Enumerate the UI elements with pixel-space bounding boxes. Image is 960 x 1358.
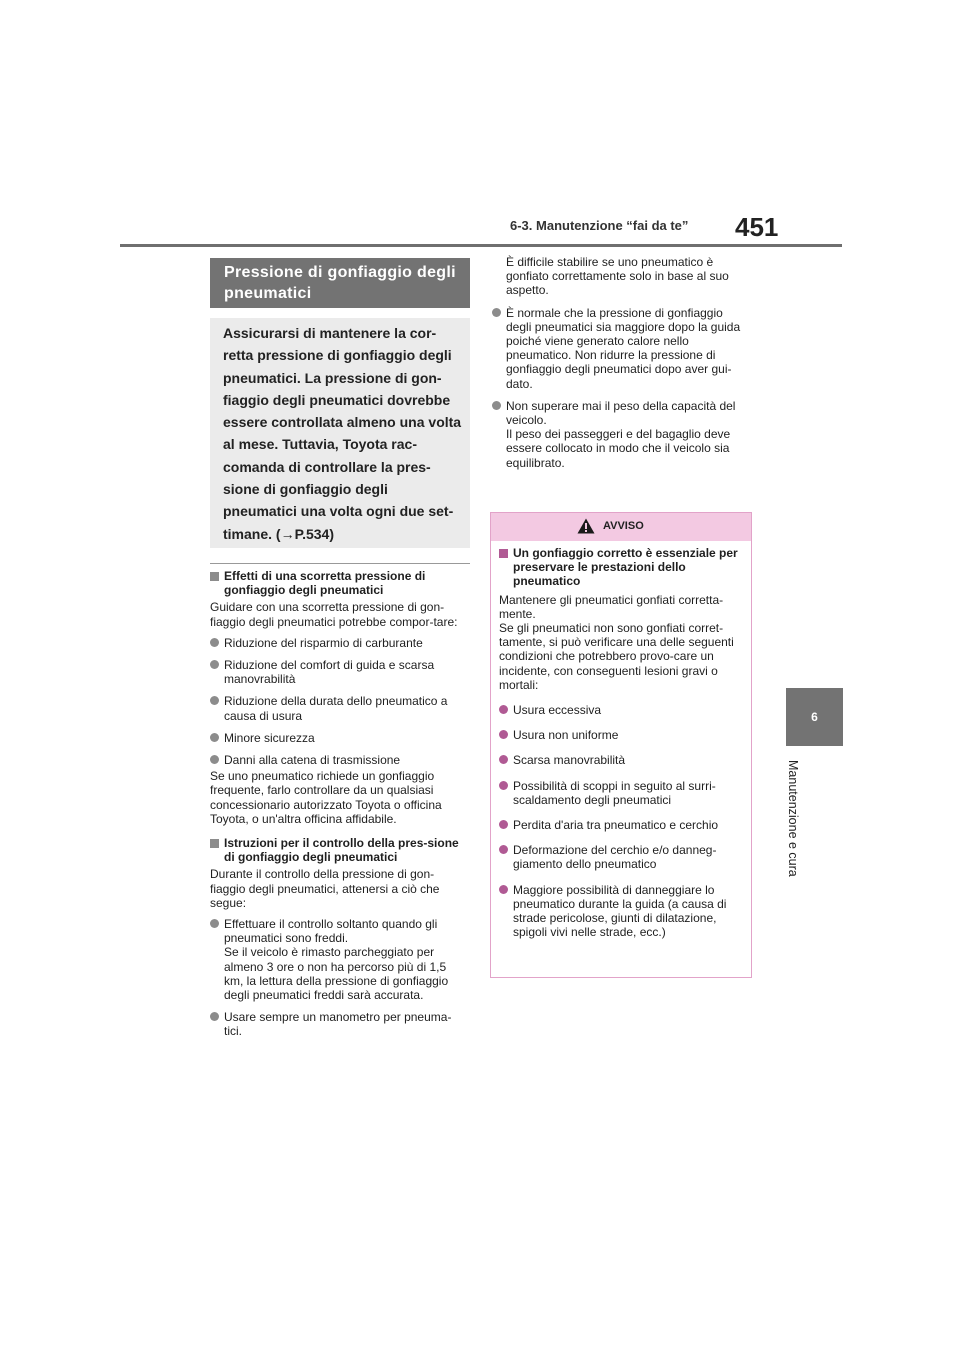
bullet-icon [210,733,219,742]
page-number: 451 [735,212,779,242]
list-item: Deformazione del cerchio e/o danneg-giamento dello pneumatico [499,843,745,871]
bullet-icon [210,660,219,669]
list-item: Usura non uniforme [499,728,745,742]
bullet-icon [492,308,501,317]
paragraph: Se uno pneumatico richiede un gonfiaggio frequente, farlo controllare da un qualsiasi concessionario autorizzato Toyota o officina Toyota, o un'altra officina affidabile. [210,769,442,826]
bullet-icon [210,638,219,647]
chapter-number: 6 [811,710,818,724]
list-item: Effettuare il controllo soltanto quando gli pneumatici sono freddi. [210,917,468,945]
list-item: Minore sicurezza [210,731,468,745]
bullet-icon [499,845,508,854]
list-item: Riduzione del risparmio di carburante [210,636,468,650]
intro-box [210,318,470,548]
square-bullet-icon [210,572,219,581]
bullet-icon [210,755,219,764]
list-item: È normale che la pressione di gonfiaggio degli pneumatici sia maggiore dopo la guida poiché viene generato calore nello pneumatico. Non ridurre la pressione di gonfiaggio degli pneumatici dopo aver gui-dato. [492,306,750,391]
subheading: Istruzioni per il controllo della pres-sione di gonfiaggio degli pneumatici [210,836,468,864]
bullet-icon [210,1012,219,1021]
list-item: Scarsa manovrabilità [499,753,745,767]
list-item-continuation: Se il veicolo è rimasto parcheggiato per almeno 3 ore o non ha percorso più di 1,5 km, la lettura della pressione di gonfiaggio degli pneumatici freddi sarà accurata. [224,945,449,1003]
list-item: Danni alla catena di trasmissione [210,753,468,767]
bullet-icon [210,919,219,928]
chapter-label-box [786,760,812,920]
section-header: 6-3. Manutenzione “fai da te” [510,218,689,233]
bullet-icon [499,730,508,739]
list-item-continuation: Il peso dei passeggeri e del bagaglio deve essere collocato in modo che il veicolo sia equilibrato. [506,427,731,470]
list-item: Non superare mai il peso della capacità del veicolo. [492,399,750,427]
bullet-icon [499,885,508,894]
paragraph: È difficile stabilire se uno pneumatico è gonfiato correttamente solo in base al suo aspetto. [506,255,729,298]
bullet-icon [499,781,508,790]
divider [210,563,470,564]
square-bullet-icon [210,839,219,848]
list-item: Maggiore possibilità di danneggiare lo pneumatico durante la guida (a causa di strade pericolose, giunti di dilatazione, spigoli vivi nelle strade, ecc.) [499,883,745,940]
subheading: Effetti di una scorretta pressione di gonfiaggio degli pneumatici [210,569,468,597]
bullet-icon [492,401,501,410]
intro-text: Assicurarsi di mantenere la cor-retta pressione di gonfiaggio degli pneumatici. La pressione di gon-fiaggio degli pneumatici dovrebbe essere controllata almeno una volta al mese. Tuttavia, Toyota rac-comanda di controllare la pres-sione di gonfiaggio degli pneumatici una volta ogni due set-timane. (→P.534) [223,325,462,542]
square-bullet-icon [499,549,508,558]
list-item: Usare sempre un manometro per pneuma-tici. [210,1010,468,1038]
paragraph: Guidare con una scorretta pressione di gon-fiaggio degli pneumatici potrebbe compor-tare: [210,600,458,629]
chapter-label: Manutenzione e cura [786,760,800,877]
list-item: Riduzione del comfort di guida e scarsa manovrabilità [210,658,468,686]
bullet-icon [210,696,219,705]
list-item: Perdita d'aria tra pneumatico e cerchio [499,818,745,832]
warning-title: AVVISO [603,520,644,532]
list-item: Possibilità di scoppi in seguito al surri-scaldamento degli pneumatici [499,779,745,807]
bullet-icon [499,820,508,829]
bullet-icon [499,755,508,764]
chapter-tab [786,688,843,746]
warning-header [491,513,751,541]
list-item: Usura eccessiva [499,703,745,717]
section-title-box [210,258,470,308]
warning-body [499,546,745,939]
paragraph: Durante il controllo della pressione di gon-fiaggio degli pneumatici, attenersi a ciò che segue: [210,867,440,910]
right-column [492,255,750,470]
paragraph: Se gli pneumatici non sono gonfiati corret-tamente, si può verificare una delle seguenti condizioni che potrebbero provo-care un incidente, con conseguenti lesioni gravi o mortali: [499,621,734,692]
bullet-icon [499,705,508,714]
subheading: Un gonfiaggio corretto è essenziale per preservare le prestazioni dello pneumatico [499,546,745,589]
warning-box [490,512,752,978]
section-title: Pressione di gonfiaggio degli pneumatici [224,264,456,302]
list-item: Riduzione della durata dello pneumatico a causa di usura [210,694,468,722]
warning-triangle-icon [577,518,595,534]
effects-section [210,569,468,1039]
header-divider [120,244,842,247]
paragraph: Mantenere gli pneumatici gonfiati corretta-mente. [499,592,724,621]
